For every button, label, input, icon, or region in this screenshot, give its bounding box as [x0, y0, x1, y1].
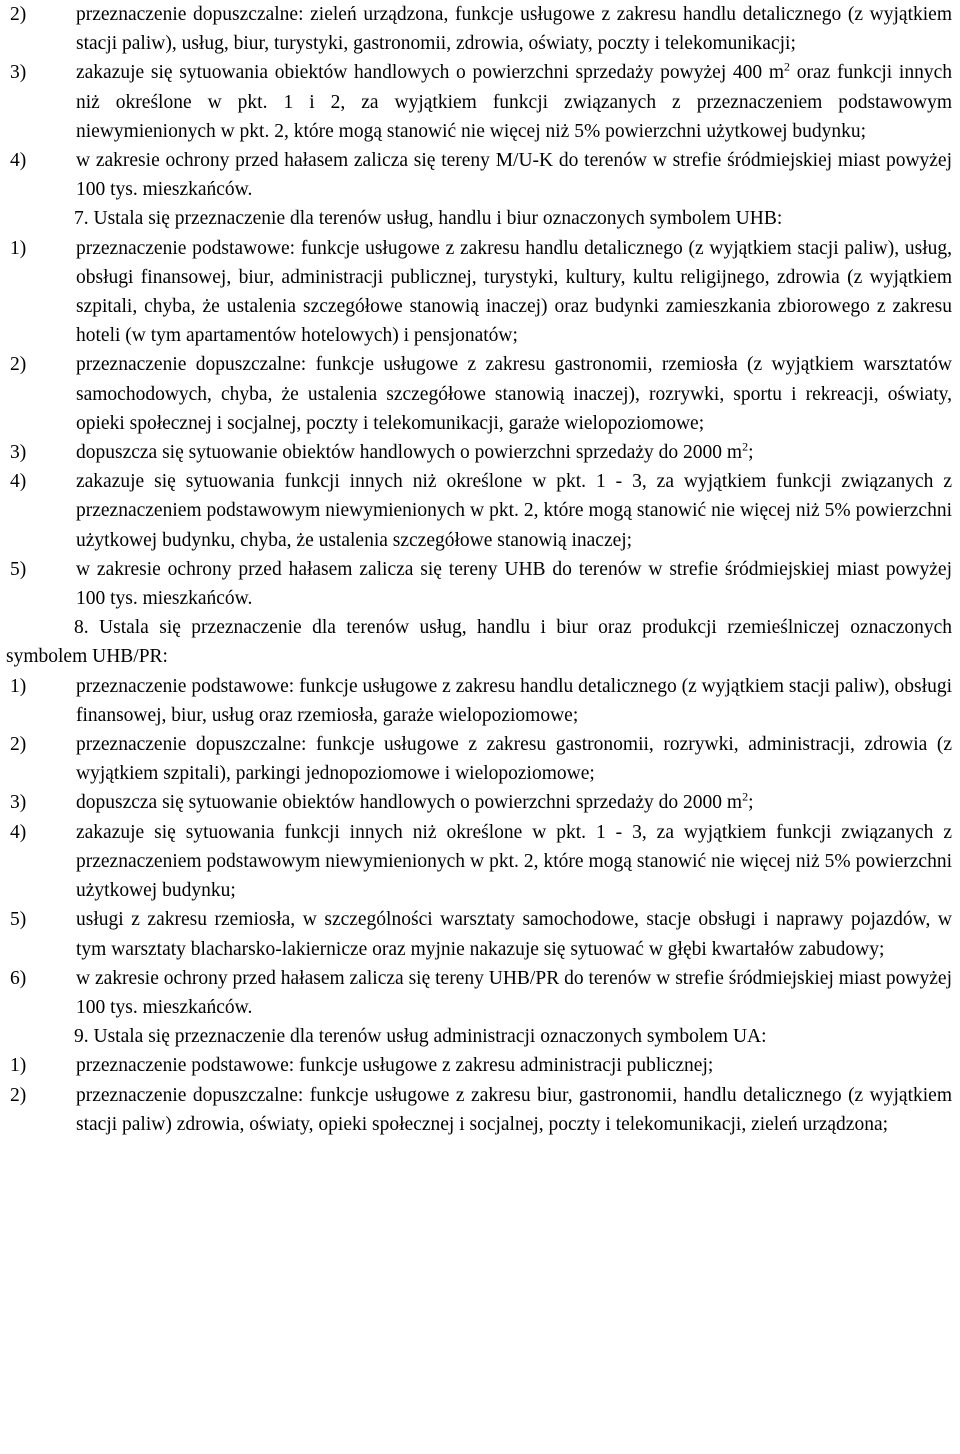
item-text-part: oraz funkcji innych niż określone w pkt. 1 i 2, za wyjątkiem funkcji związanych z przeznaczeniem podstawowym niewymienionych w pkt. 2, które mogą stanowić nie więcej niż 5% powierzchni użytkowej budynku; — [76, 62, 952, 142]
item-text: przeznaczenie dopuszczalne: zieleń urządzona, funkcje usługowe z zakresu handlu detalicznego (z wyjątkiem stacji paliw), usług, biur, turystyki, gastronomii, zdrowia, oświaty, poczty i telekomunikacji; — [76, 4, 952, 55]
item-text — [76, 788, 952, 817]
superscript: 2 — [784, 59, 791, 74]
item-number: 2) — [10, 4, 27, 25]
list-item — [10, 0, 952, 58]
item-text: przeznaczenie podstawowe: funkcje usługowe z zakresu handlu detalicznego (z wyjątkiem stacji paliw), usług, obsługi finansowej, biur, administracji publicznej, turystyki, kultury, kultu religijnego, zdrowia (z wyjątkiem szpitali, chyba, że ustalenia szczegółowe stanowią inaczej) oraz budynki zamieszkania zbiorowego z zakresu hoteli (w tym apartamentów hotelowych) i pensjonatów; — [76, 237, 952, 347]
item-text: w zakresie ochrony przed hałasem zalicza się tereny M/U-K do terenów w strefie śródmiejskiej miast powyżej 100 tys. mieszkańców. — [76, 150, 952, 201]
item-text: przeznaczenie dopuszczalne: funkcje usługowe z zakresu gastronomii, rzemiosła (z wyjątkiem warsztatów samochodowych, chyba, że ustalenia szczegółowe stanowią inaczej), rozrywki, sportu i rekreacji, oświaty, opieki społecznej i socjalnej, poczty i telekomunikacji, garaże wielopoziomowe; — [76, 354, 952, 434]
item-number: 2) — [10, 734, 27, 756]
list-item — [10, 350, 952, 438]
item-text: w zakresie ochrony przed hałasem zalicza się tereny UHB/PR do terenów w strefie śródmiejskiej miast powyżej 100 tys. mieszkańców. — [76, 967, 952, 1018]
item-text-part: dopuszcza się sytuowanie obiektów handlowych o powierzchni sprzedaży do 2000 m — [76, 442, 743, 464]
item-number: 2) — [10, 1084, 27, 1106]
list-item — [10, 905, 952, 963]
item-text-part: ; — [748, 792, 754, 814]
item-text-part: dopuszcza się sytuowanie obiektów handlowych o powierzchni sprzedaży do 2000 m — [76, 792, 743, 814]
section-heading: 9. Ustala się przeznaczenie dla terenów usług administracji oznaczonych symbolem UA: — [74, 1026, 767, 1048]
superscript: 2 — [742, 789, 749, 804]
item-text: usługi z zakresu rzemiosła, w szczególności warsztaty samochodowe, stacje obsługi i naprawy pojazdów, w tym warsztaty blacharsko-lakiernicze oraz myjnie nakazuje się sytuować w głębi kwartałów zabudowy; — [76, 909, 952, 960]
list-item — [10, 438, 952, 467]
item-number: 3) — [10, 792, 27, 814]
section-heading: 8. Ustala się przeznaczenie dla terenów usług, handlu i biur oraz produkcji rzemieślniczej oznaczonych symbolem UHB/PR: — [6, 617, 952, 668]
item-text — [76, 58, 952, 146]
section-heading: 7. Ustala się przeznaczenie dla terenów usług, handlu i biur oznaczonych symbolem UHB: — [74, 208, 783, 230]
item-text — [76, 438, 952, 467]
item-number: 5) — [10, 558, 27, 580]
item-text: zakazuje się sytuowania funkcji innych niż określone w pkt. 1 - 3, za wyjątkiem funkcji związanych z przeznaczeniem podstawowym niewymienionych w pkt. 2, które mogą stanowić nie więcej niż 5% powierzchni użytkowej budynku; — [76, 821, 952, 902]
list-item — [10, 672, 952, 730]
item-number: 1) — [10, 237, 27, 259]
item-number: 1) — [10, 1055, 27, 1077]
item-text-part: ; — [748, 442, 754, 464]
list-item — [10, 234, 952, 351]
list-item — [10, 58, 952, 146]
item-number: 2) — [10, 354, 27, 376]
item-number: 4) — [10, 150, 27, 172]
superscript: 2 — [742, 439, 749, 454]
list-item — [10, 730, 952, 788]
list-item — [10, 788, 952, 817]
item-text: zakazuje się sytuowania funkcji innych niż określone w pkt. 1 - 3, za wyjątkiem funkcji związanych z przeznaczeniem podstawowym niewymienionych w pkt. 2, które mogą stanowić nie więcej niż 5% powierzchni użytkowej budynku, chyba, że ustalenia szczegółowe stanowią inaczej; — [76, 471, 952, 551]
list-item — [10, 555, 952, 613]
item-number: 4) — [10, 821, 27, 843]
list-item — [10, 1081, 952, 1139]
item-number: 5) — [10, 909, 27, 931]
list-item — [10, 467, 952, 555]
list-item — [10, 818, 952, 906]
item-text: przeznaczenie podstawowe: funkcje usługowe z zakresu administracji publicznej; — [76, 1055, 714, 1077]
item-number: 4) — [10, 471, 27, 493]
item-text: przeznaczenie dopuszczalne: funkcje usługowe z zakresu biur, gastronomii, handlu detalicznego (z wyjątkiem stacji paliw) zdrowia, oświaty, opieki społecznej i socjalnej, poczty i telekomunikacji, zieleń urządzona; — [76, 1084, 952, 1135]
item-text: przeznaczenie podstawowe: funkcje usługowe z zakresu handlu detalicznego (z wyjątkiem stacji paliw), obsługi finansowej, biur, usług oraz rzemiosła, garaże wielopoziomowe; — [76, 675, 952, 726]
item-number: 6) — [10, 967, 27, 989]
list-item — [10, 964, 952, 1022]
item-text: przeznaczenie dopuszczalne: funkcje usługowe z zakresu gastronomii, rozrywki, administracji, zdrowia (z wyjątkiem szpitali), parkingi jednopoziomowe i wielopoziomowe; — [76, 734, 952, 785]
list-item — [10, 146, 952, 204]
list-item — [10, 1051, 952, 1080]
item-number: 3) — [10, 62, 27, 84]
item-text-part: zakazuje się sytuowania obiektów handlowych o powierzchni sprzedaży powyżej 400 m — [76, 62, 785, 84]
item-text: w zakresie ochrony przed hałasem zalicza się tereny UHB do terenów w strefie śródmiejskiej miast powyżej 100 tys. mieszkańców. — [76, 558, 952, 610]
item-number: 3) — [10, 442, 27, 464]
item-number: 1) — [10, 675, 27, 697]
